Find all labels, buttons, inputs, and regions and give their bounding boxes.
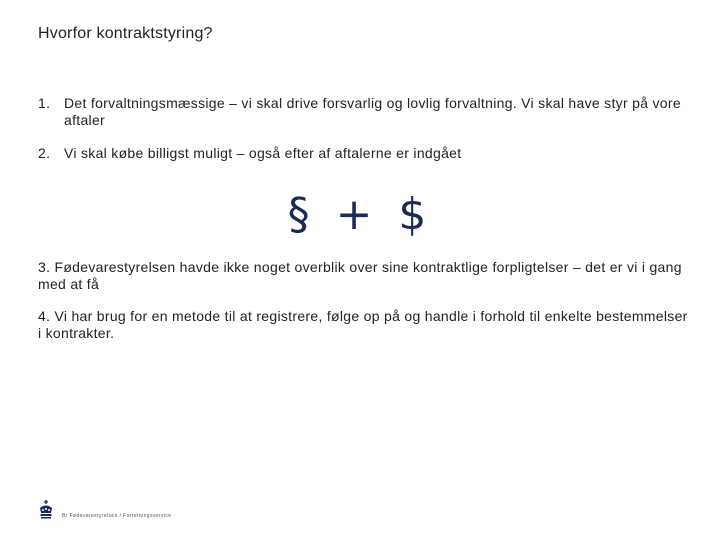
item-text: Vi skal købe billigst muligt – også efter af aftalerne er indgået xyxy=(64,145,462,161)
paragraph-3: 3. Fødevarestyrelsen havde ikke noget overblik over sine kontraktlige forpligtelser – det er vi i gang med at få xyxy=(38,259,682,292)
item-number: 1. xyxy=(38,95,51,111)
crown-icon xyxy=(38,500,54,520)
footer-text: Br Fødevarestyrelsen / Forretningsservice xyxy=(62,513,172,519)
slide-title: Hvorfor kontraktstyring? xyxy=(38,25,213,42)
item-text: Det forvaltningsmæssige – vi skal drive forsvarlig og lovlig forvaltning. Vi skal have styr på vore aftaler xyxy=(64,95,681,128)
law-money-symbols: § + $ xyxy=(287,189,433,240)
paragraph-4: 4. Vi har brug for en metode til at registrere, følge op på og handle i forhold til enkelte bestemmelser i kontrakter. xyxy=(38,308,688,341)
item-number: 2. xyxy=(38,145,51,161)
numbered-item-1 xyxy=(38,95,684,129)
numbered-item-2 xyxy=(38,145,684,162)
